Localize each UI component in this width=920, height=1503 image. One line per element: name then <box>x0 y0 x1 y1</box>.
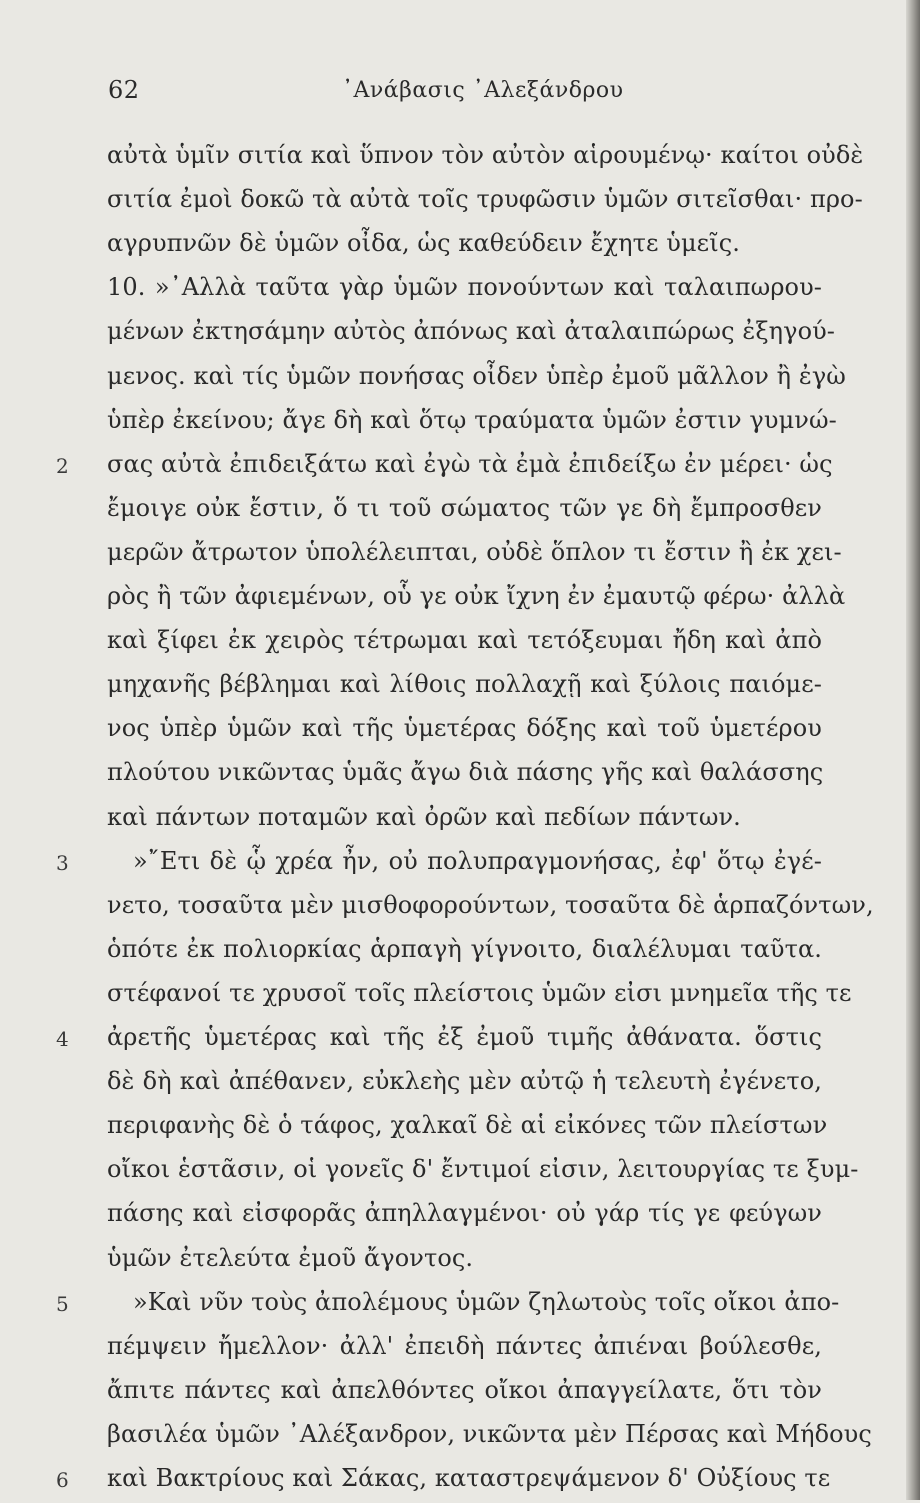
line-text: μερῶν ἄτρωτον ὑπολέλειπται, οὐδὲ ὅπλον τι ἔστιν ἢ ἐκ χει- <box>107 537 842 566</box>
line-text: στέφανοί τε χρυσοῖ τοῖς πλείστοις ὑμῶν εἰσι μνημεῖα τῆς τε <box>107 978 852 1007</box>
line-text: περιφανὴς δὲ ὁ τάφος, χαλκαῖ δὲ αἱ εἰκόνες τῶν πλείστων <box>107 1111 828 1140</box>
line-text: ὁπότε ἐκ πολιορκίας ἁρπαγὴ γίγνοιτο, διαλέλυμαι ταῦτα. <box>107 934 822 963</box>
text-line <box>0 136 920 180</box>
text-line <box>0 1415 920 1459</box>
line-text: ἀρετῆς ὑμετέρας καὶ τῆς ἐξ ἐμοῦ τιμῆς ἀθάνατα. ὅστις <box>107 1023 822 1051</box>
page-number: 62 <box>108 76 140 104</box>
text-line <box>0 1194 920 1238</box>
section-number: 6 <box>56 1468 69 1492</box>
line-text: σιτία ἐμοὶ δοκῶ τὰ αὐτὰ τοῖς τρυφῶσιν ὑμῶν σιτεῖσθαι· προ- <box>107 185 863 214</box>
text-line <box>0 1327 920 1371</box>
text-line <box>0 1150 920 1194</box>
text-line <box>0 445 920 489</box>
text-line <box>0 357 920 401</box>
text-line <box>0 224 920 268</box>
text-line <box>0 1106 920 1150</box>
line-text: σας αὐτὰ ἐπιδειξάτω καὶ ἐγὼ τὰ ἐμὰ ἐπιδείξω ἐν μέρει· ὡς <box>107 449 833 478</box>
running-title: ᾿Ανάβασις ᾿Αλεξάνδρου <box>342 78 624 103</box>
line-text: πάσης καὶ εἰσφορᾶς ἀπηλλαγμένοι· οὐ γάρ τίς γε φεύγων <box>107 1199 822 1228</box>
line-text: μενος. καὶ τίς ὑμῶν πονήσας οἶδεν ὑπὲρ ἐμοῦ μᾶλλον ἢ ἐγὼ <box>107 361 846 390</box>
line-text: »Καὶ νῦν τοὺς ἀπολέμους ὑμῶν ζηλωτοὺς τοῖς οἴκοι ἀπο- <box>133 1287 840 1316</box>
text-line <box>0 268 920 312</box>
line-text: μένων ἐκτησάμην αὐτὸς ἀπόνως καὶ ἀταλαιπώρως ἐξηγού- <box>107 317 836 346</box>
text-line <box>0 180 920 224</box>
text-line <box>0 312 920 356</box>
line-text: μηχανῆς βέβλημαι καὶ λίθοις πολλαχῇ καὶ ξύλοις παιόμε- <box>107 670 822 699</box>
line-text: αγρυπνῶν δὲ ὑμῶν οἶδα, ὡς καθεύδειν ἔχητε ὑμεῖς. <box>107 229 740 258</box>
line-text: νετο, τοσαῦτα μὲν μισθοφορούντων, τοσαῦτα δὲ ἁρπαζόντων, <box>107 890 874 919</box>
text-line <box>0 798 920 842</box>
text-line <box>0 1239 920 1283</box>
text-line <box>0 621 920 665</box>
text-line <box>0 665 920 709</box>
line-text: πλούτου νικῶντας ὑμᾶς ἄγω διὰ πάσης γῆς καὶ θαλάσσης <box>107 758 824 787</box>
page-header <box>0 72 920 122</box>
text-line <box>0 709 920 753</box>
line-text: ἄπιτε πάντες καὶ ἀπελθόντες οἴκοι ἀπαγγείλατε, ὅτι τὸν <box>107 1375 822 1404</box>
text-line <box>0 577 920 621</box>
line-text: »῎Ετι δὲ ᾧ χρέα ἦν, οὐ πολυπραγμονήσας, ἐφ' ὅτῳ ἐγέ- <box>133 846 822 875</box>
line-text: 10. »᾿Αλλὰ ταῦτα γὰρ ὑμῶν πονούντων καὶ ταλαιπωρου- <box>107 273 822 302</box>
line-text: ὑμῶν ἐτελεύτα ἐμοῦ ἄγοντος. <box>107 1243 474 1272</box>
section-number: 2 <box>56 453 69 478</box>
text-line <box>0 753 920 797</box>
text-line <box>0 1018 920 1062</box>
line-text: αὐτὰ ὑμῖν σιτία καὶ ὕπνον τὸν αὐτὸν αἱρουμένῳ· καίτοι οὐδὲ <box>107 141 864 169</box>
line-text: νος ὑπὲρ ὑμῶν καὶ τῆς ὑμετέρας δόξης καὶ τοῦ ὑμετέρου <box>107 714 822 743</box>
line-text: οἴκοι ἑστᾶσιν, οἱ γονεῖς δ' ἔντιμοί εἰσιν, λειτουργίας τε ξυμ- <box>107 1155 859 1184</box>
text-line <box>0 974 920 1018</box>
line-text: ἔμοιγε οὐκ ἔστιν, ὅ τι τοῦ σώματος τῶν γε δὴ ἔμπροσθεν <box>107 493 822 522</box>
line-text: καὶ πάντων ποταμῶν καὶ ὀρῶν καὶ πεδίων πάντων. <box>107 802 741 831</box>
line-text: ρὸς ἢ τῶν ἀφιεμένων, οὗ γε οὐκ ἴχνη ἐν ἐμαυτῷ φέρω· ἀλλὰ <box>107 582 846 610</box>
text-line <box>0 1459 920 1503</box>
section-number: 3 <box>56 850 69 875</box>
text-line <box>0 1371 920 1415</box>
section-number: 5 <box>56 1291 69 1316</box>
line-text: βασιλέα ὑμῶν ᾿Αλέξανδρον, νικῶντα μὲν Πέρσας καὶ Μήδους <box>107 1419 872 1448</box>
line-text: καὶ Βακτρίους καὶ Σάκας, καταστρεψάμενον δ' Οὐξίους τε <box>107 1464 831 1492</box>
text-line <box>0 1283 920 1327</box>
line-text: ὑπὲρ ἐκείνου; ἄγε δὴ καὶ ὅτῳ τραύματα ὑμῶν ἐστιν γυμνώ- <box>107 405 837 434</box>
text-line <box>0 842 920 886</box>
line-text: πέμψειν ἤμελλον· ἀλλ' ἐπειδὴ πάντες ἀπιέναι βούλεσθε, <box>107 1331 822 1360</box>
section-number: 4 <box>56 1027 69 1051</box>
line-text: καὶ ξίφει ἐκ χειρὸς τέτρωμαι καὶ τετόξευμαι ἤδη καὶ ἀπὸ <box>107 626 822 655</box>
text-line <box>0 489 920 533</box>
text-line <box>0 1062 920 1106</box>
text-line <box>0 886 920 930</box>
text-line <box>0 401 920 445</box>
text-line <box>0 533 920 577</box>
text-line <box>0 930 920 974</box>
line-text: δὲ δὴ καὶ ἀπέθανεν, εὐκλεὴς μὲν αὐτῷ ἡ τελευτὴ ἐγένετο, <box>107 1067 822 1096</box>
